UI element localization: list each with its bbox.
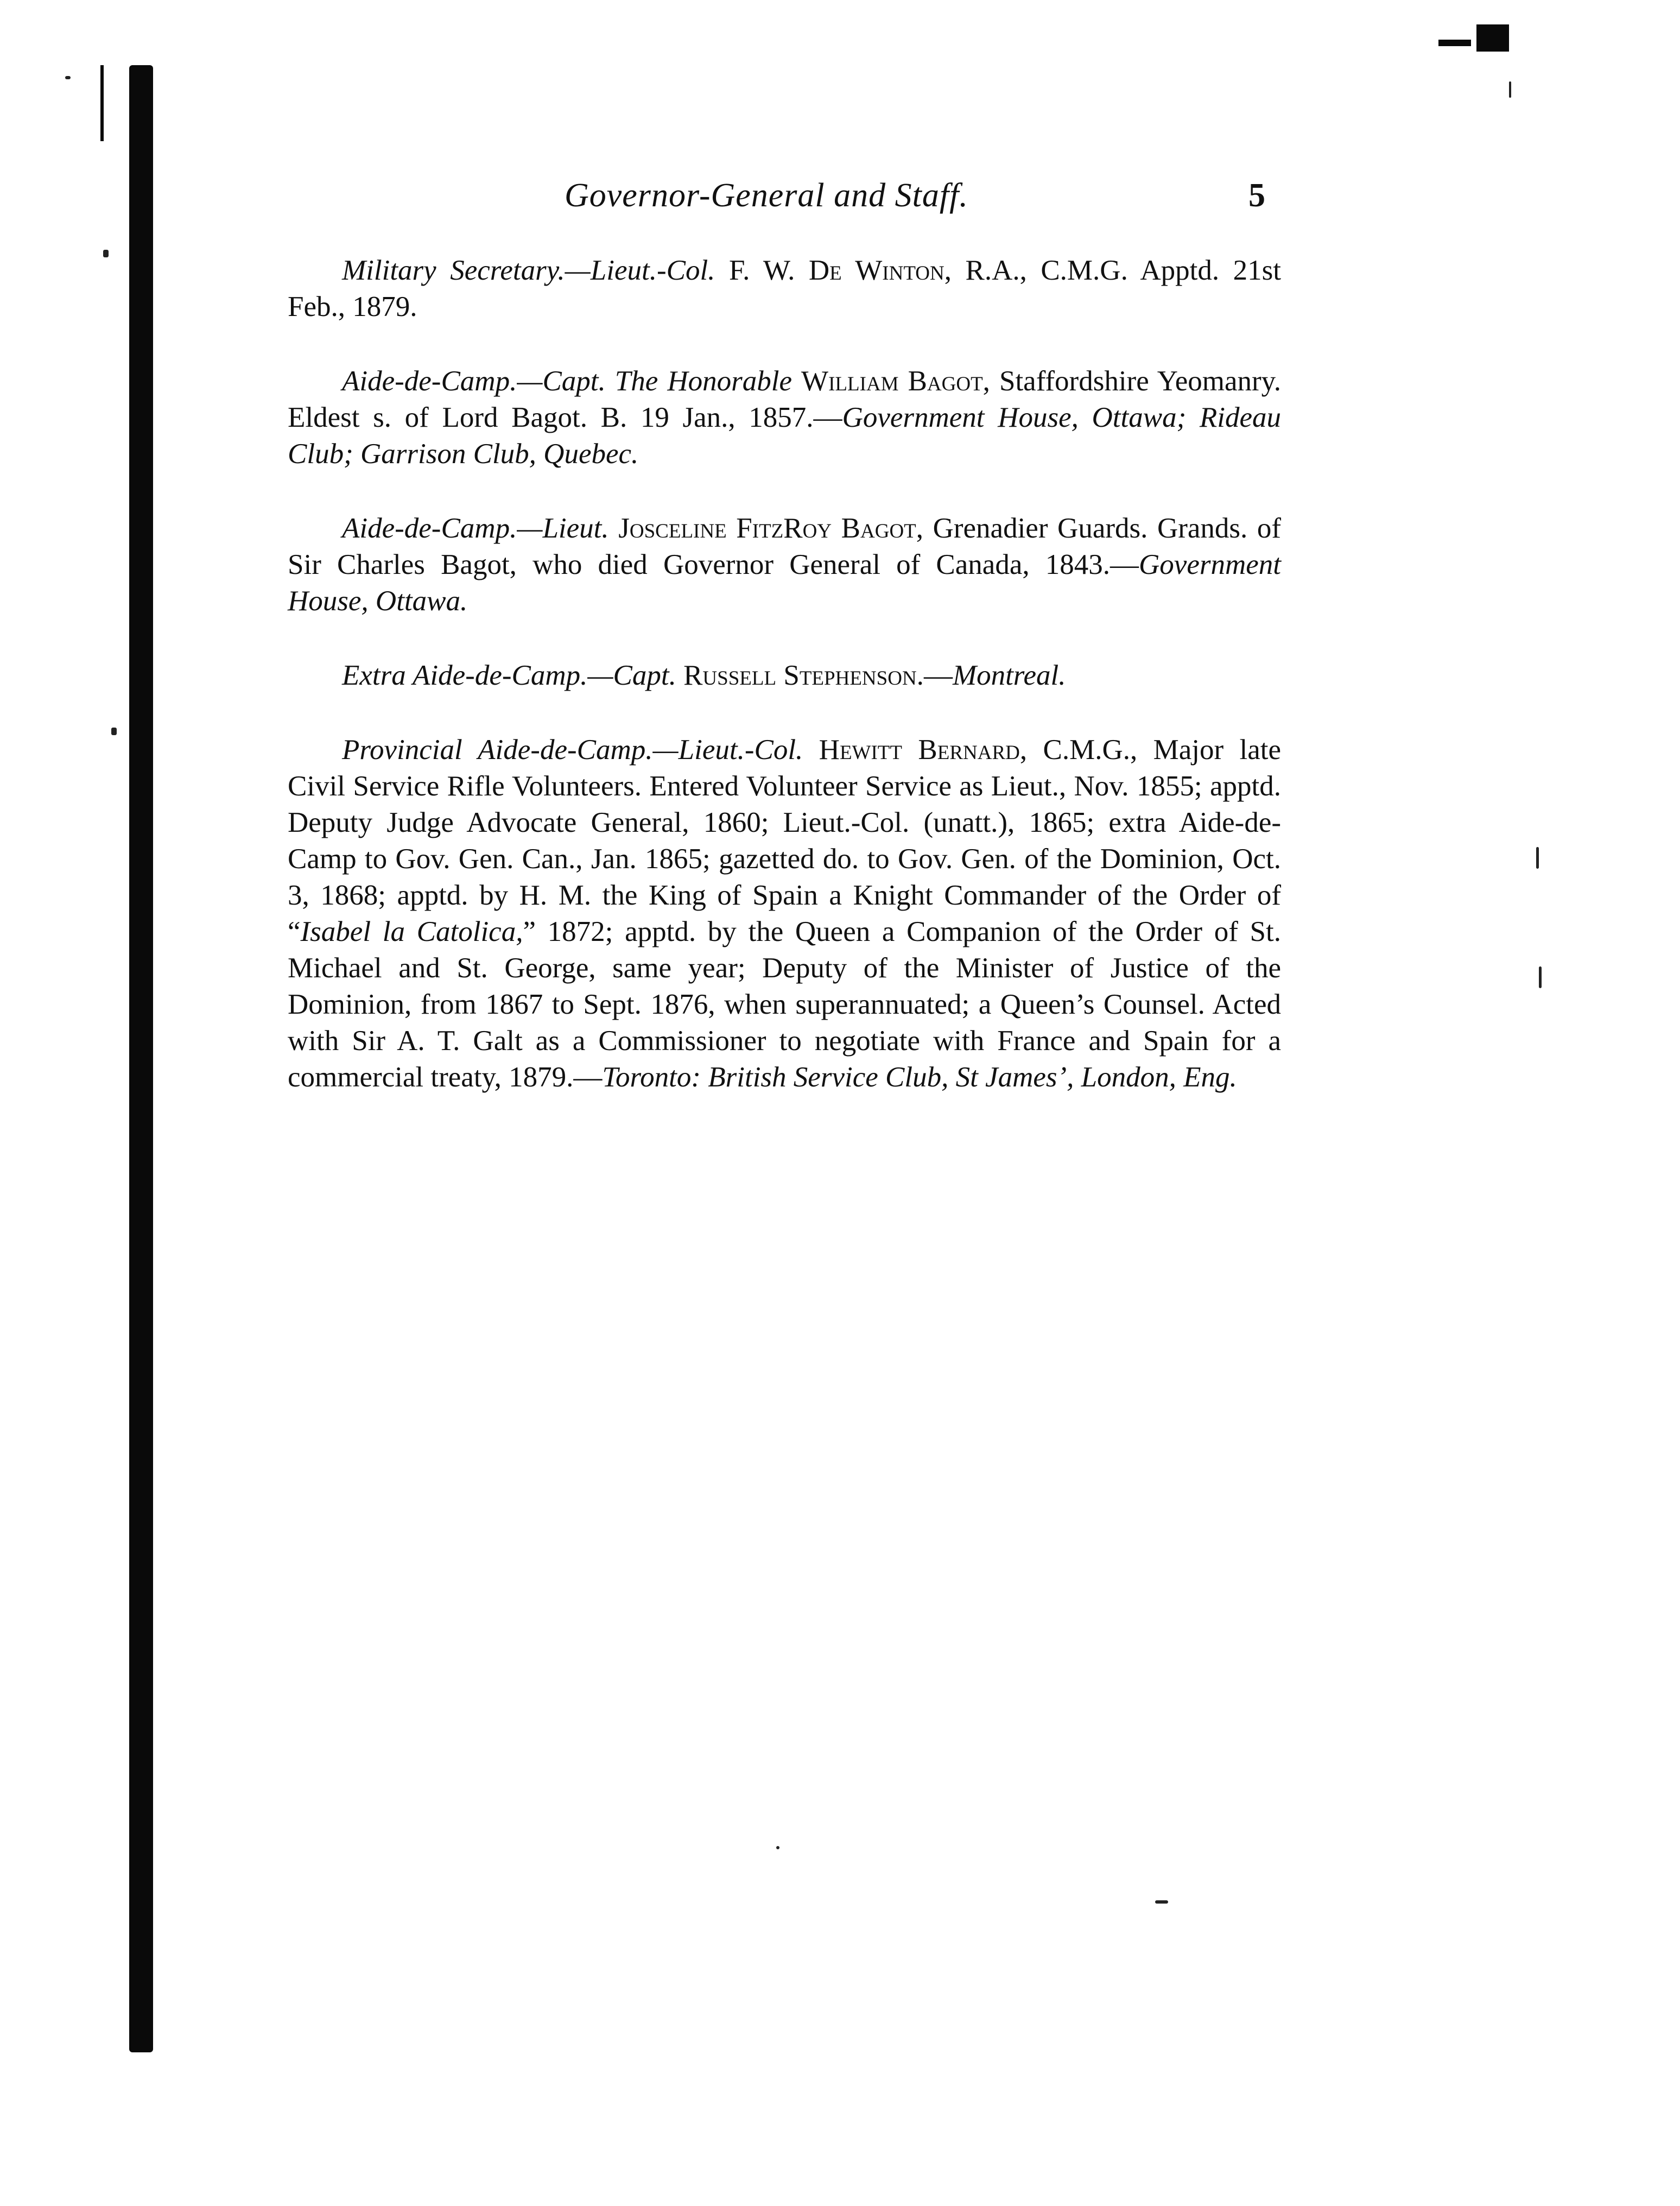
- scan-speck: [65, 76, 71, 79]
- entry-extra-aide-de-camp: [288, 658, 1281, 694]
- scan-speck: [1509, 81, 1511, 98]
- staff-entries: [288, 252, 1281, 1134]
- entry-name: F. W. De Winton,: [728, 255, 952, 286]
- entry-order-name: Isabel la Catolica,: [300, 916, 523, 947]
- entry-role: Aide-de-Camp.—Lieut.: [342, 513, 609, 544]
- entry-role: Aide-de-Camp.—Capt. The Honorable: [342, 365, 792, 397]
- entry-name: Josceline FitzRoy Bagot,: [618, 513, 924, 544]
- entry-address: Montreal.: [952, 660, 1066, 691]
- entry-details: —: [923, 660, 953, 691]
- entry-address: Government House, Ottawa.: [288, 549, 1281, 617]
- page-number: 5: [1248, 177, 1265, 214]
- binding-edge-mark: [100, 65, 104, 141]
- entry-address: Government House, Ottawa; Rideau Club; Garrison Club, Quebec.: [288, 402, 1282, 470]
- corner-mark-tick: [1438, 40, 1471, 46]
- running-head: [565, 176, 1542, 220]
- scan-speck: [1536, 847, 1539, 869]
- entry-details: C.M.G., Major late Civil Service Rifle Volunteers. Entered Volunteer Service as Lieut., Nov. 1855; apptd. Deputy Judge Advocate General, 1860; Lieut.-Col. (unatt.), 1865; extra Aide-de-Camp to Gov. Gen. Can., Jan. 1865; gazetted do. to Gov. Gen. of the Dominion, Oct. 3, 1868; apptd. by H. M. the King of Spain a Knight Commander of the Order of “: [288, 734, 1281, 947]
- entry-provincial-aide-de-camp: [288, 732, 1281, 1096]
- entry-address: Toronto: British Service Club, St James’, London, Eng.: [602, 1061, 1237, 1093]
- scan-speck: [1539, 966, 1542, 988]
- scan-speck: [111, 728, 117, 735]
- scan-speck: [776, 1846, 779, 1849]
- entry-aide-de-camp-william-bagot: [288, 363, 1281, 472]
- scan-speck: [1155, 1900, 1168, 1904]
- entry-role: Provincial Aide-de-Camp.—Lieut.-Col.: [342, 734, 803, 766]
- entry-details-continued: ” 1872; apptd. by the Queen a Companion of the Order of St. Michael and St. George, same year; Deputy of the Minister of Justice of the Dominion, from 1867 to Sept. 1876, when superannuated; a Queen’s Counsel. Acted with Sir A. T. Galt as a Commissioner to negotiate with France and Spain for a commercial treaty, 1879.—: [288, 916, 1281, 1093]
- entry-details: R.A., C.M.G. Apptd. 21st Feb., 1879.: [288, 255, 1282, 323]
- entry-details: Grenadier Guards. Grands. of Sir Charles Bagot, who died Governor General of Canada, 1843.—: [288, 513, 1282, 580]
- entry-military-secretary: [288, 252, 1281, 325]
- entry-name: Russell Stephenson.: [683, 660, 924, 691]
- entry-aide-de-camp-josceline-bagot: [288, 510, 1281, 620]
- running-head-title: Governor-General and Staff.: [565, 177, 968, 214]
- entry-name: Hewitt Bernard,: [819, 734, 1028, 766]
- entry-details: Staffordshire Yeomanry. Eldest s. of Lord Bagot. B. 19 Jan., 1857.—: [288, 365, 1281, 433]
- scan-speck: [103, 250, 109, 257]
- corner-mark-block: [1476, 24, 1509, 52]
- entry-role: Military Secretary.—Lieut.-Col.: [342, 255, 715, 286]
- entry-role: Extra Aide-de-Camp.—Capt.: [342, 660, 676, 691]
- entry-name: William Bagot,: [801, 365, 990, 397]
- corner-scan-mark: [1438, 24, 1509, 52]
- binding-shadow: [129, 65, 153, 2052]
